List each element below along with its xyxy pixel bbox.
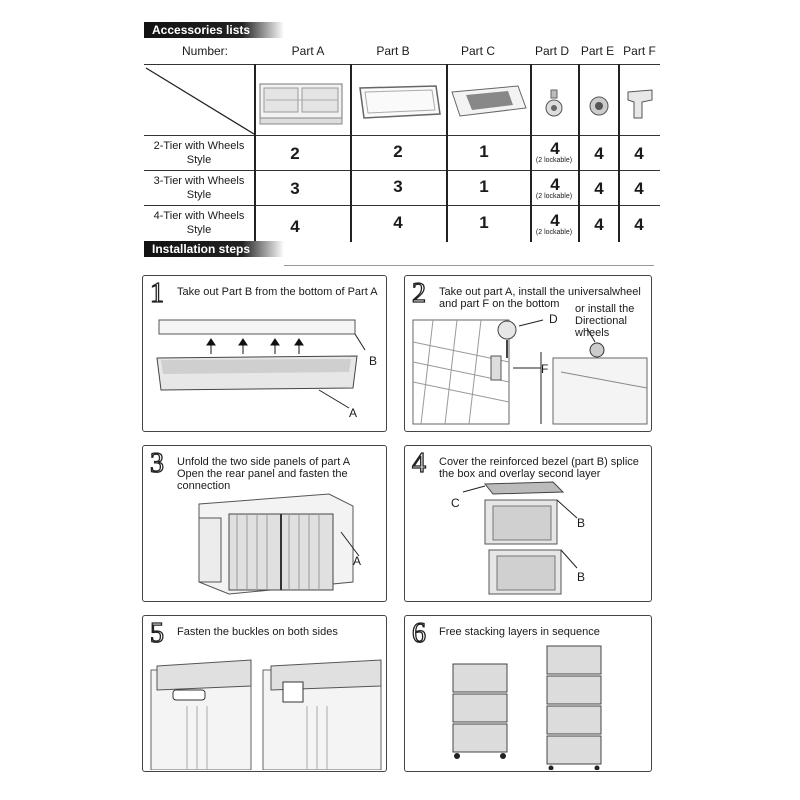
qty-cell: 4 <box>550 211 560 230</box>
step-6-panel <box>404 615 652 772</box>
step-2-panel <box>404 275 652 432</box>
step-number: 5 <box>150 618 164 649</box>
row-label-4-tier: 4-Tier with Wheels Style <box>153 210 245 236</box>
label-b: B <box>577 516 586 530</box>
label-c: C <box>451 496 460 510</box>
installation-rule <box>284 265 654 266</box>
qty-cell: 3 <box>393 177 403 196</box>
step-5-panel <box>142 615 387 772</box>
label-a: A <box>353 554 362 568</box>
lockable-note: (2 lockable) <box>535 157 573 164</box>
header-part-f: Part F <box>623 44 656 58</box>
header-diagonal <box>144 64 256 136</box>
step-text: Free stacking layers in sequence <box>439 626 600 638</box>
alt-wheel-text: or install the Directional wheels <box>575 303 635 339</box>
qty-cell: 4 <box>550 139 560 158</box>
step-text: Take out Part B from the bottom of Part A <box>177 286 378 298</box>
lockable-note: (2 lockable) <box>535 229 573 236</box>
label-b: B <box>369 354 378 368</box>
qty-cell: 4 <box>594 215 604 234</box>
label-f: F <box>541 362 549 376</box>
step-1-panel <box>142 275 387 432</box>
row-label-3-tier: 3-Tier with Wheels Style <box>153 175 245 201</box>
table-line <box>144 170 660 171</box>
step-number: 2 <box>412 278 426 309</box>
qty-cell: 3 <box>290 179 300 198</box>
lockable-note: (2 lockable) <box>535 193 573 200</box>
step-text: Fasten the buckles on both sides <box>177 626 338 638</box>
part-a-image <box>256 74 348 130</box>
installation-banner: Installation steps <box>144 241 284 257</box>
qty-cell: 4 <box>393 213 403 232</box>
part-c-image <box>448 78 530 128</box>
part-b-image <box>354 78 444 128</box>
label-d: D <box>549 312 558 326</box>
qty-cell: 4 <box>634 144 644 163</box>
step-6-illustration <box>445 640 625 770</box>
qty-cell: 1 <box>479 142 489 161</box>
step-4-illustration <box>445 478 645 598</box>
accessories-banner: Accessories lists <box>144 22 284 38</box>
qty-cell: 4 <box>634 215 644 234</box>
table-divider <box>350 64 352 242</box>
step-number: 1 <box>150 278 164 309</box>
qty-cell: 2 <box>393 142 403 161</box>
step-5-illustration <box>147 656 385 770</box>
qty-cell: 4 <box>594 179 604 198</box>
qty-cell: 4 <box>634 179 644 198</box>
qty-cell: 4 <box>550 175 560 194</box>
step-number: 3 <box>150 448 164 479</box>
step-number: 6 <box>412 618 426 649</box>
step-text: Unfold the two side panels of part A Open the rear panel and fasten the connection <box>177 456 350 492</box>
number-label: Number: <box>181 44 228 58</box>
header-part-b: Part B <box>376 44 410 58</box>
header-part-c: Part C <box>460 44 495 58</box>
table-line <box>144 205 660 206</box>
qty-cell: 1 <box>479 177 489 196</box>
qty-cell: 1 <box>479 213 489 232</box>
part-d-wheel-image <box>534 88 576 124</box>
row-label-2-tier: 2-Tier with Wheels Style <box>153 140 245 166</box>
header-part-d: Part D <box>534 44 569 58</box>
header-part-e: Part E <box>580 44 615 58</box>
step-text: Take out part A, install the universalwheel and part F on the bottom <box>439 286 641 310</box>
label-b: B <box>577 570 586 584</box>
step-3-panel <box>142 445 387 602</box>
qty-cell: 4 <box>594 144 604 163</box>
part-f-image <box>620 84 660 124</box>
qty-cell: 2 <box>290 144 300 163</box>
step-4-panel <box>404 445 652 602</box>
step-3-illustration <box>189 484 385 600</box>
part-e-image <box>582 92 616 122</box>
step-number: 4 <box>412 448 426 479</box>
header-part-a: Part A <box>291 44 325 58</box>
label-a: A <box>349 406 358 420</box>
qty-cell: 4 <box>290 217 300 236</box>
step-text: Cover the reinforced bezel (part B) splice the box and overlay second layer <box>439 456 639 480</box>
step-1-illustration <box>151 314 381 424</box>
